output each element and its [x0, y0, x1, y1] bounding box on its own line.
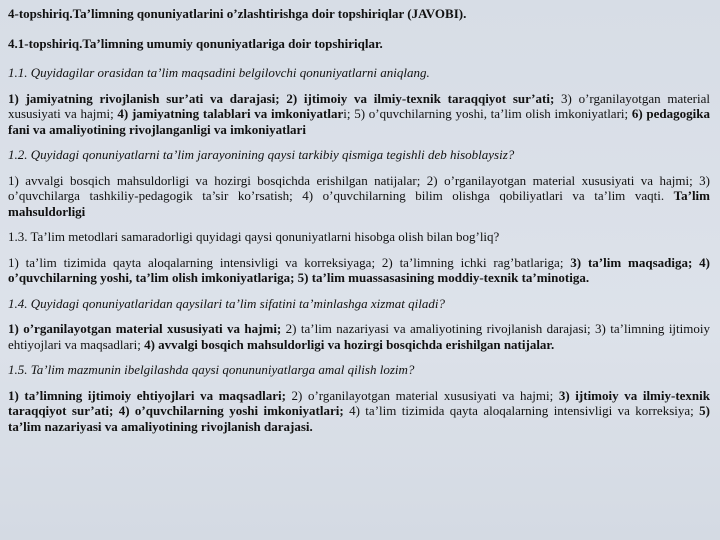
answer-text: 1) avvalgi bosqich mahsuldorligi va hozirgi bosqichda erishilgan natijalar; 2) o’rganilayotgan material xususiyati va hajmi; 3) o’quvchilarga tashkiliy-pedagogik ta’sir ko’rsatish; 4) o’quvchilarning bilim olishga qobiliyatlari va ta’lim vaqti.	[8, 172, 710, 203]
answer-4	[8, 321, 710, 352]
answer-1	[8, 91, 710, 138]
answer-text: 3) o’rganilayotgan material xususiyati va hajmi;	[8, 90, 711, 121]
correct-answer-text: 1) jamiyatning rivojlanish sur’ati va darajasi; 2) ijtimoiy va ilmiy-texnik taraqqiyot sur’ati;	[8, 90, 555, 106]
correct-answer-text: 6) pedagogika fani va amaliyotining rivojlanganligi va imkoniyatlari	[8, 106, 711, 137]
answer-3	[8, 255, 710, 286]
answer-text: 1) ta’lim tizimida qayta aloqalarning intensivligi va korreksiyaga; 2) ta’limning ichki rag’batlariga;	[8, 254, 571, 270]
question-3: 1.3. Ta’lim metodlari samaradorligi quyidagi qaysi qonuniyatlarni hisobga olish bilan bog’liq?	[8, 229, 500, 244]
answer-5	[8, 388, 710, 435]
question-1: 1.1. Quyidagilar orasidan ta’lim maqsadini belgilovchi qonuniyatlarni aniqlang.	[8, 65, 430, 80]
task-4-heading: 4-topshiriq.Ta’limning qonuniyatlarini o’zlashtirishga doir topshiriqlar (JAVOBI).	[8, 6, 467, 21]
correct-answer-text: 4) avvalgi bosqich mahsuldorligi va hozirgi bosqichda erishilgan natijalar.	[144, 336, 555, 352]
correct-answer-text: 4) jamiyatning talablari va imkoniyatlar	[117, 106, 344, 121]
answer-2	[8, 173, 710, 220]
answer-text: 2) ta’lim nazariyasi va amaliyotining rivojlanish darajasi; 3) ta’limning ijtimoiy ehtiyojlari va maqsadlari;	[8, 321, 710, 352]
answer-text: 4) ta’lim tizimida qayta aloqalarning intensivligi va korreksiya;	[343, 403, 700, 418]
question-5: 1.5. Ta’lim mazmunin ibelgilashda qaysi qonununiyatlarga amal qilish lozim?	[8, 362, 415, 377]
correct-answer-text: 1) o’rganilayotgan material xususiyati va hajmi;	[8, 321, 282, 336]
correct-answer-text: 3) ijtimoiy va ilmiy-texnik taraqqiyot sur’ati; 4) o’quvchilarning yoshi imkoniyatlari;	[8, 387, 710, 418]
correct-answer-text: 5) ta’lim nazariyasi va amaliyotining rivojlanish darajasi.	[8, 403, 710, 434]
correct-answer-text: 3) ta’lim maqsadiga; 4) o’quvchilarning yoshi, ta’lim olish imkoniyatlariga; 5) ta’lim muassasasining moddiy-texnik ta’minotiga.	[8, 254, 710, 285]
question-4: 1.4. Quyidagi qonuniyatlaridan qaysilari ta’lim sifatini ta’minlashga xizmat qiladi?	[8, 295, 445, 311]
answer-text: i; 5) o’quvchilarning yoshi, ta’lim olish imkoniyatlari;	[343, 106, 632, 121]
correct-answer-text: Ta’lim mahsuldorligi	[8, 188, 710, 219]
questions-container	[8, 65, 710, 434]
question-2: 1.2. Quyidagi qonuniyatlarni ta’lim jarayonining qaysi tarkibiy qismiga tegishli deb hisoblaysiz?	[8, 147, 515, 162]
correct-answer-text: 1) ta’limning ijtimoiy ehtiyojlari va maqsadlari;	[8, 387, 286, 403]
answer-text: 2) o’rganilayotgan material xususiyati va hajmi;	[285, 387, 559, 403]
task-4-1-heading: 4.1-topshiriq.Ta’limning umumiy qonuniyatlariga doir topshiriqlar.	[8, 35, 383, 51]
